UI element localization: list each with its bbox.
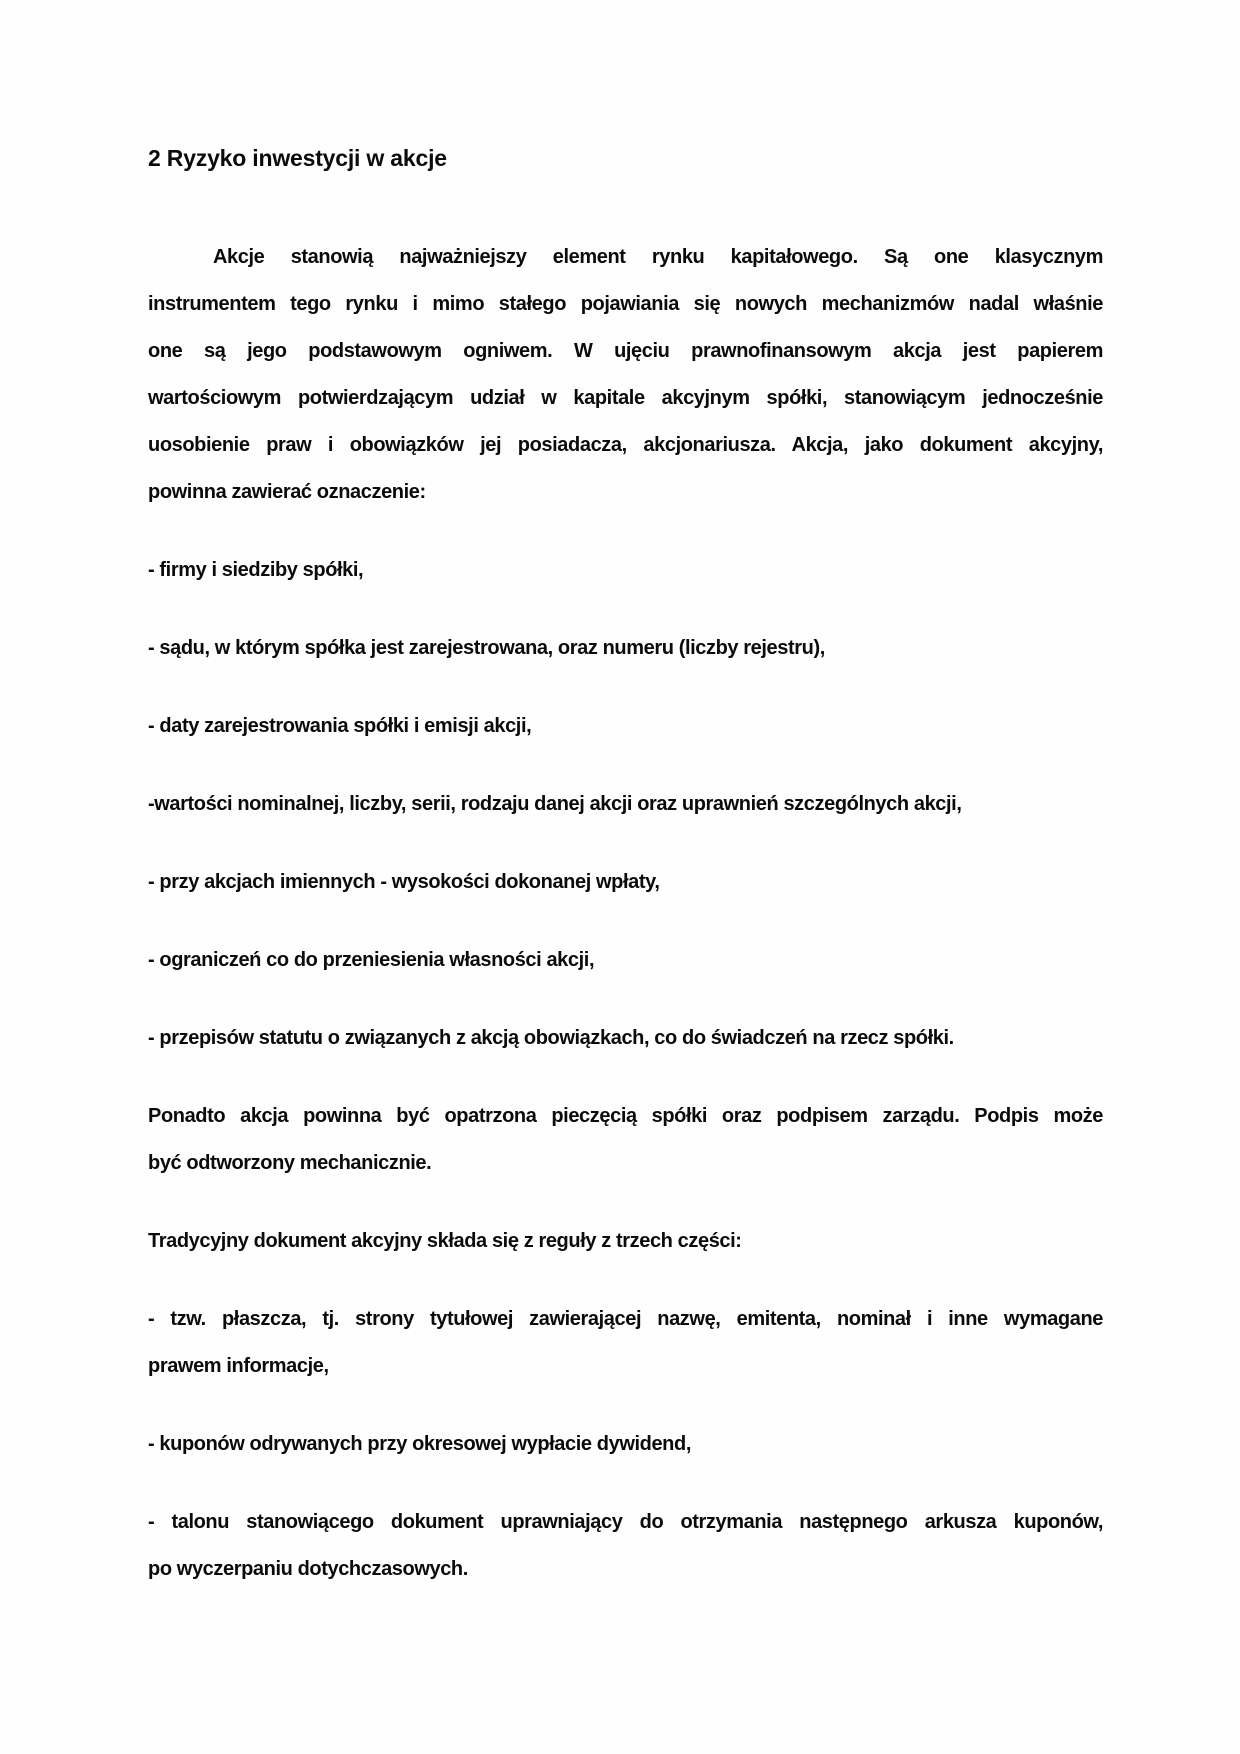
text-line: po wyczerpaniu dotychczasowych.	[148, 1558, 468, 1580]
text-line: -wartości nominalnej, liczby, serii, rodzaju danej akcji oraz uprawnień szczególnych akcji,	[148, 793, 962, 815]
text-line: - firmy i siedziby spółki,	[148, 559, 364, 581]
list-item	[148, 1296, 1103, 1390]
list-item	[148, 937, 1103, 984]
text-line: - daty zarejestrowania spółki i emisji akcji,	[148, 715, 532, 737]
text-line: wartościowym potwierdzającym udział w kapitale akcyjnym spółki, stanowiącym jednocześnie	[148, 387, 1103, 409]
document-body	[148, 234, 1103, 1593]
text-line: - talonu stanowiącego dokument uprawniający do otrzymania następnego arkusza kuponów,	[148, 1511, 1103, 1533]
text-line: - kuponów odrywanych przy okresowej wypłacie dywidend,	[148, 1433, 691, 1455]
text-line: prawem informacje,	[148, 1355, 329, 1377]
text-line: Ponadto akcja powinna być opatrzona pieczęcią spółki oraz podpisem zarządu. Podpis może	[148, 1105, 1103, 1127]
list-item	[148, 1421, 1103, 1468]
page-title: 2 Ryzyko inwestycji w akcje	[148, 145, 447, 171]
text-line: one są jego podstawowym ogniwem. W ujęciu prawnofinansowym akcja jest papierem	[148, 340, 1103, 362]
text-line: powinna zawierać oznaczenie:	[148, 481, 426, 503]
list-item	[148, 547, 1103, 594]
list-item	[148, 859, 1103, 906]
paragraph	[148, 1093, 1103, 1187]
text-line: - sądu, w którym spółka jest zarejestrowana, oraz numeru (liczby rejestru),	[148, 637, 825, 659]
text-line: - ograniczeń co do przeniesienia własności akcji,	[148, 949, 595, 971]
text-line: być odtworzony mechanicznie.	[148, 1152, 432, 1174]
list-item	[148, 781, 1103, 828]
text-line: - tzw. płaszcza, tj. strony tytułowej zawierającej nazwę, emitenta, nominał i inne wymagane	[148, 1308, 1103, 1330]
text-line: instrumentem tego rynku i mimo stałego pojawiania się nowych mechanizmów nadal właśnie	[148, 293, 1103, 315]
document-content	[148, 144, 1103, 1624]
text-line: - przepisów statutu o związanych z akcją obowiązkach, co do świadczeń na rzecz spółki.	[148, 1027, 954, 1049]
list-item	[148, 1499, 1103, 1593]
text-line: Akcje stanowią najważniejszy element rynku kapitałowego. Są one klasycznym	[213, 246, 1103, 268]
list-item	[148, 703, 1103, 750]
paragraph	[148, 1218, 1103, 1265]
text-line: Tradycyjny dokument akcyjny składa się z reguły z trzech części:	[148, 1230, 742, 1252]
paragraph	[148, 234, 1103, 516]
text-line: - przy akcjach imiennych - wysokości dokonanej wpłaty,	[148, 871, 660, 893]
text-line: uosobienie praw i obowiązków jej posiadacza, akcjonariusza. Akcja, jako dokument akcyjny,	[148, 434, 1103, 456]
list-item	[148, 1015, 1103, 1062]
list-item	[148, 625, 1103, 672]
